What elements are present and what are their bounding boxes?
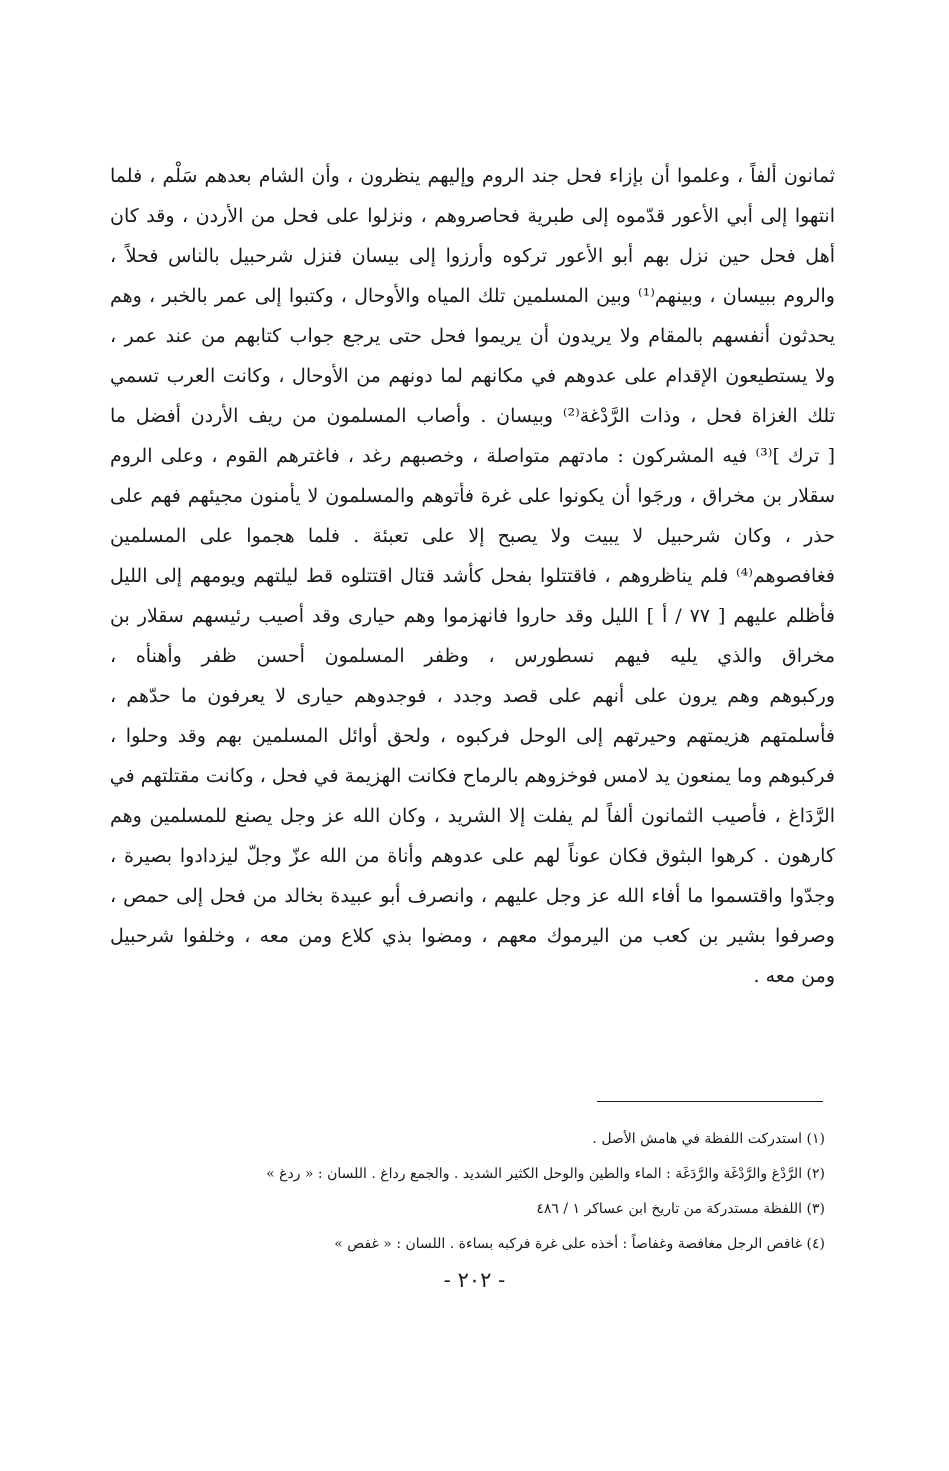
text-line: ولا يستطيعون الإقدام على عدوهم في مكانهم لما دونهم من الأوحال ، وكانت العرب تسمي <box>110 365 835 387</box>
text-line: فركبوهم وما يمنعون يد لامس فوخزوهم بالرماح فكانت الهزيمة في فحل ، وكانت مقتلتهم في <box>110 765 835 787</box>
text-line: مخراق والذي يليه فيهم نسطورس ، وظفر المسلمون أحسن ظفر وأهنأه ، <box>110 645 835 667</box>
text-line: فأظلم عليهم [ ٧٧ / أ ] الليل وقد حاروا فانهزموا وهم حيارى وقد أصيب رئيسهم سقلار بن <box>110 605 835 627</box>
text-line: حذر ، وكان شرحبيل لا يبيت ولا يصبح إلا على تعبئة . فلما هجموا على المسلمين <box>110 525 835 547</box>
footnote: (٤) غافص الرجل مغافصة وغفاصاً : أخذه على غرة فركبه بساءة . اللسان : « غفص » <box>334 1236 825 1252</box>
text-line: انتهوا إلى أبي الأعور قدّموه إلى طبرية فحاصروهم ، ونزلوا على فحل من الأردن ، وقد كان <box>110 205 835 227</box>
text-line: أهل فحل حين نزل بهم أبو الأعور تركوه وأرزوا إلى بيسان فنزل شرحبيل بالناس فحلاً ، <box>110 245 835 267</box>
text-line: [ ترك ]⁽³⁾ فيه المشركون : مادتهم متواصلة ، وخصبهم رغد ، فاغترهم القوم ، وعلى الروم <box>110 445 835 467</box>
main-text <box>110 156 835 996</box>
text-line: يحدثون أنفسهم بالمقام ولا يريدون أن يريموا فحل حتى يرجع جواب كتابهم من عند عمر ، <box>110 325 835 347</box>
footnote: (١) استدركت اللفظة في هامش الأصل . <box>592 1131 825 1147</box>
text-line: وركبوهم وهم يرون على أنهم على قصد وجدد ، فوجدوهم حيارى لا يعرفون ما حدّهم ، <box>110 685 835 707</box>
text-line: الرَّدَاغ ، فأصيب الثمانون ألفاً لم يفلت إلا الشريد ، وكان الله عز وجل يصنع للمسلمين وهم <box>110 805 835 827</box>
footnote: (٣) اللفظة مستدركة من تاريخ ابن عساكر ١ / ٤٨٦ <box>536 1201 825 1217</box>
text-line: ثمانون ألفاً ، وعلموا أن بإزاء فحل جند الروم وإليهم ينظرون ، وأن الشام بعدهم سَلْم ، فلما <box>110 165 835 187</box>
text-line: سقلار بن مخراق ، ورجَوا أن يكونوا على غرة فأتوهم والمسلمون لا يأمنون مجيئهم فهم على <box>110 485 835 507</box>
text-line: وصرفوا بشير بن كعب من اليرموك معهم ، ومضوا بذي كلاع ومن معه ، وخلفوا شرحبيل <box>110 925 835 947</box>
text-line: وجدّوا واقتسموا ما أفاء الله عز وجل عليهم ، وانصرف أبو عبيدة بخالد من فحل إلى حمص ، <box>110 885 835 907</box>
text-line: فغافصوهم⁽⁴⁾ فلم يناظروهم ، فاقتتلوا بفحل كأشد قتال اقتتلوه قط ليلتهم ويومهم إلى الليل <box>110 565 835 587</box>
footnote: (٢) الرَّدْغ والرَّدْغَة والرَّدَغَة : الماء والطين والوحل الكثير الشديد . والجمع رداغ . اللسان : « ردغ » <box>266 1166 825 1182</box>
text-line: تلك الغزاة فحل ، وذات الرَّدْغة⁽²⁾ وبيسان . وأصاب المسلمون من ريف الأردن أفضل ما <box>110 405 835 427</box>
footnote-separator <box>597 1101 823 1102</box>
page-number: - ٢٠٢ - <box>443 1268 506 1292</box>
text-line: كارهون . كرهوا البثوق فكان عوناً لهم على عدوهم وأناة من الله عزّ وجلّ ليزدادوا بصيرة ، <box>110 845 835 867</box>
footnotes <box>150 1122 825 1262</box>
text-line: والروم ببيسان ، وبينهم⁽¹⁾ وبين المسلمين تلك المياه والأوحال ، وكتبوا إلى عمر بالخبر ، وهم <box>110 285 835 307</box>
text-line: ومن معه . <box>753 965 835 987</box>
text-line: فأسلمتهم هزيمتهم وحيرتهم إلى الوحل فركبوه ، ولحق أوائل المسلمين بهم وقد وحلوا ، <box>110 725 835 747</box>
